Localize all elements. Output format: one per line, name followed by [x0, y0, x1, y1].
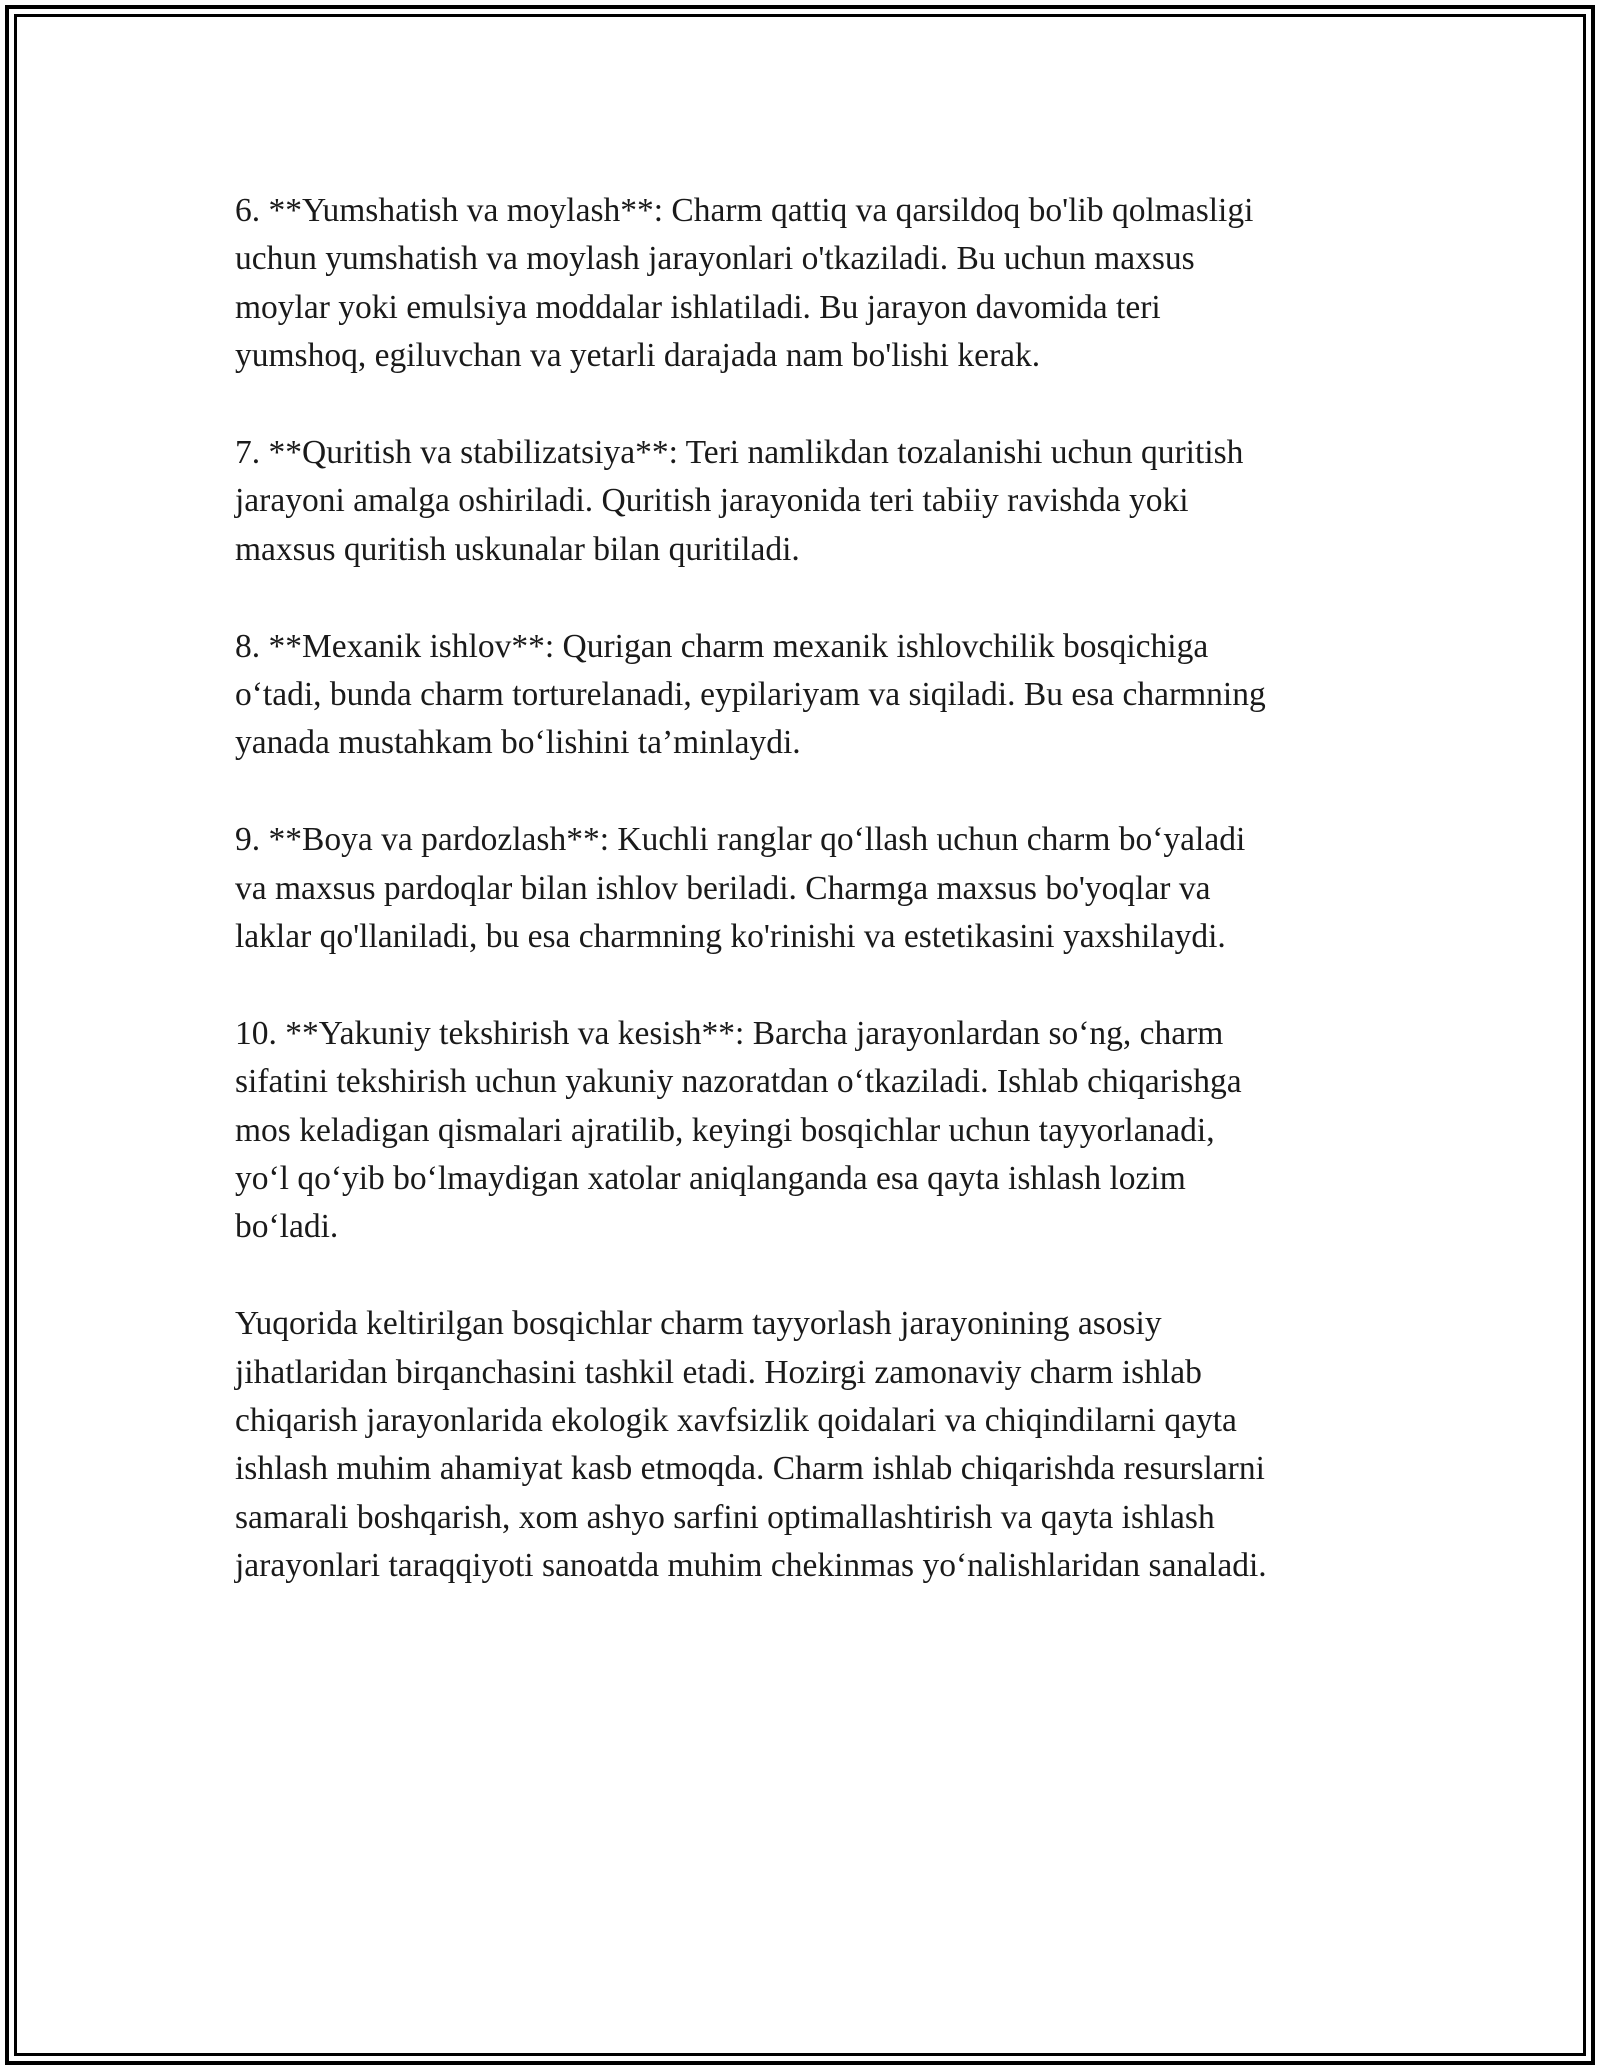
- text-line: jarayoni amalga oshiriladi. Quritish jarayonida teri tabiiy ravishda yoki: [235, 482, 1189, 520]
- text-line: maxsus quritish uskunalar bilan quritiladi.: [235, 530, 800, 568]
- text-line: 8. **Mexanik ishlov**: Qurigan charm mexanik ishlovchilik bosqichiga: [235, 627, 1209, 665]
- text-line: yumshoq, egiluvchan va yetarli darajada nam bo'lishi kerak.: [235, 337, 1041, 375]
- text-line: 7. **Quritish va stabilizatsiya**: Teri namlikdan tozalanishi uchun quritish: [235, 434, 1244, 472]
- text-line: jarayonlari taraqqiyoti sanoatda muhim chekinmas yo‘nalishlaridan sanaladi.: [235, 1547, 1267, 1585]
- text-line: o‘tadi, bunda charm torturelanadi, eypilariyam va siqiladi. Bu esa charmning: [235, 676, 1266, 714]
- paragraph-step-8: [235, 623, 1395, 768]
- text-line: 6. **Yumshatish va moylash**: Charm qattiq va qarsildoq bo'lib qolmasligi: [235, 192, 1254, 229]
- text-line: laklar qo'llaniladi, bu esa charmning ko'rinishi va estetikasini yaxshilaydi.: [235, 918, 1226, 956]
- text-line: sifatini tekshirish uchun yakuniy nazoratdan o‘tkaziladi. Ishlab chiqarishga: [235, 1063, 1242, 1101]
- text-line: 10. **Yakuniy tekshirish va kesish**: Barcha jarayonlardan so‘ng, charm: [235, 1014, 1224, 1052]
- paragraph-step-6: [235, 187, 1395, 381]
- paragraph-conclusion: [235, 1300, 1395, 1590]
- text-line: Yuqorida keltirilgan bosqichlar charm tayyorlash jarayonining asosiy: [235, 1305, 1162, 1343]
- text-line: moylar yoki emulsiya moddalar ishlatiladi. Bu jarayon davomida teri: [235, 288, 1161, 326]
- paragraph-step-10: [235, 1010, 1395, 1252]
- text-line: ishlash muhim ahamiyat kasb etmoqda. Charm ishlab chiqarishda resurslarni: [235, 1450, 1265, 1488]
- text-line: yo‘l qo‘yib bo‘lmaydigan xatolar aniqlanganda esa qayta ishlash lozim: [235, 1160, 1186, 1198]
- document-body: [235, 187, 1395, 1639]
- paragraph-step-7: [235, 429, 1395, 574]
- text-line: yanada mustahkam bo‘lishini ta’minlaydi.: [235, 724, 801, 762]
- text-line: 9. **Boya va pardozlash**: Kuchli ranglar qo‘llash uchun charm bo‘yaladi: [235, 821, 1246, 859]
- text-line: samarali boshqarish, xom ashyo sarfini optimallashtirish va qayta ishlash: [235, 1498, 1215, 1536]
- text-line: va maxsus pardoqlar bilan ishlov beriladi. Charmga maxsus bo'yoqlar va: [235, 869, 1211, 907]
- text-line: jihatlaridan birqanchasini tashkil etadi. Hozirgi zamonaviy charm ishlab: [235, 1353, 1202, 1391]
- text-line: uchun yumshatish va moylash jarayonlari o'tkaziladi. Bu uchun maxsus: [235, 240, 1195, 278]
- text-line: mos keladigan qismalari ajratilib, keyingi bosqichlar uchun tayyorlanadi,: [235, 1111, 1215, 1149]
- text-line: bo‘ladi.: [235, 1208, 339, 1246]
- text-line: chiqarish jarayonlarida ekologik xavfsizlik qoidalari va chiqindilarni qayta: [235, 1402, 1237, 1440]
- paragraph-step-9: [235, 816, 1395, 961]
